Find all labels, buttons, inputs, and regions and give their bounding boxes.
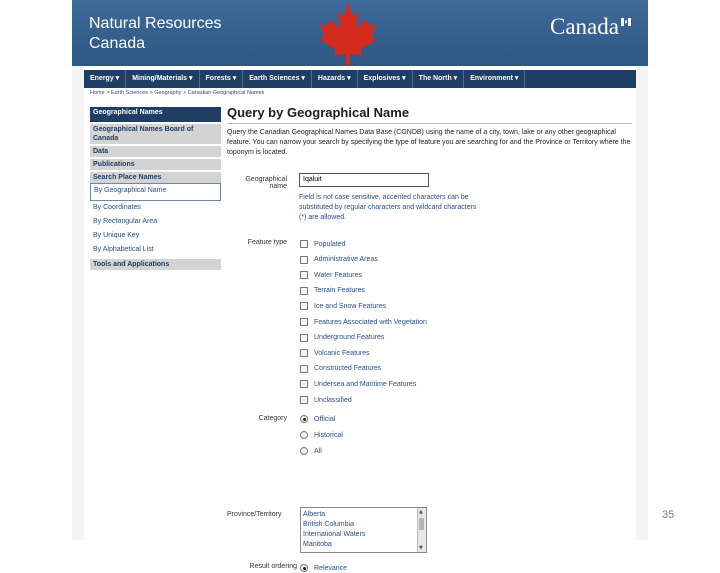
sidebar-item-board[interactable]: Geographical Names Board of Canada (90, 124, 221, 144)
category-label: Category (258, 415, 287, 422)
checkbox-icon (300, 240, 308, 248)
scroll-thumb[interactable] (419, 518, 424, 530)
nav-hazards[interactable]: Hazards ▾ (312, 70, 358, 88)
geographical-name-input[interactable]: Iqaluit (299, 173, 429, 187)
radio-icon (300, 431, 308, 439)
feature-type-label: Populated (314, 240, 346, 248)
feature-type-label: Undersea and Maritime Features (314, 380, 417, 388)
province-option[interactable]: International Waters (303, 531, 366, 538)
checkbox-icon (300, 380, 308, 388)
checkbox-icon (300, 256, 308, 264)
feature-type-label: Underground Features (314, 334, 385, 342)
checkbox-icon (300, 318, 308, 326)
feature-type-label: Volcanic Features (314, 349, 370, 357)
name-label-line1: Geographical (245, 176, 287, 183)
sidebar-subitem-by-coordinates[interactable]: By Coordinates (93, 204, 141, 211)
nav-mining-materials[interactable]: Mining/Materials ▾ (126, 70, 199, 88)
nav-explosives[interactable]: Explosives ▾ (358, 70, 413, 88)
sidebar-subitem-by-alphabetical-list[interactable]: By Alphabetical List (93, 246, 154, 253)
sidebar (90, 107, 221, 270)
feature-type-label: Constructed Features (314, 365, 382, 373)
page-content (84, 66, 636, 572)
category-option-label: Historical (314, 431, 343, 439)
category-historical-radio[interactable] (300, 430, 343, 440)
main-form (227, 105, 632, 572)
name-label (227, 176, 287, 190)
nav-the-north[interactable]: The North ▾ (413, 70, 465, 88)
sidebar-item-publications[interactable]: Publications (90, 159, 221, 170)
feature-type-checkbox[interactable] (300, 395, 500, 405)
checkbox-icon (300, 365, 308, 373)
ordering-label: Result ordering (249, 563, 297, 570)
scroll-up-icon[interactable]: ▲ (419, 509, 423, 515)
ordering-relevance-radio[interactable] (300, 563, 347, 573)
ordering-option-label: Relevance (314, 564, 348, 572)
nav-energy[interactable]: Energy ▾ (84, 70, 126, 88)
sidebar-item-tools[interactable]: Tools and Applications (90, 259, 221, 270)
province-scrollbar[interactable] (417, 508, 426, 552)
feature-type-label: Ice and Snow Features (314, 302, 386, 310)
province-option[interactable]: British Columbia (303, 521, 354, 528)
main-nav (84, 70, 636, 88)
checkbox-icon (300, 271, 308, 279)
maple-leaf-icon (318, 0, 378, 66)
browser-screenshot (72, 0, 648, 572)
province-label: Province/Territory (227, 511, 282, 518)
radio-selected-icon (300, 415, 308, 423)
slide-number: 35 (662, 509, 675, 521)
feature-type-label: Unclassified (314, 396, 352, 404)
page-title: Query by Geographical Name (227, 105, 632, 124)
checkbox-icon (300, 396, 308, 404)
canada-wordmark[interactable]: Canada (550, 14, 619, 39)
feature-type-checkbox[interactable] (300, 333, 500, 343)
feature-type-checkbox[interactable] (300, 379, 500, 389)
category-option-label: Official (314, 415, 336, 423)
nav-earth-sciences[interactable]: Earth Sciences ▾ (243, 70, 312, 88)
checkbox-icon (300, 349, 308, 357)
feature-type-checkbox[interactable] (300, 255, 500, 265)
category-all-radio[interactable] (300, 446, 322, 456)
name-field-note: Field is not case sensitive, accented characters can be substituted by regular characters and wildcard characters (*) are allowed. (299, 194, 477, 221)
province-options (303, 510, 365, 550)
province-option[interactable]: Alberta (303, 511, 326, 518)
feature-type-checkbox[interactable] (300, 348, 500, 358)
org-name[interactable] (89, 14, 222, 54)
name-label-line2: name (269, 183, 287, 190)
feature-type-label: Feature type (247, 239, 287, 246)
nav-environment[interactable]: Environment ▾ (464, 70, 525, 88)
header-banner (72, 0, 648, 66)
category-official-radio[interactable] (300, 414, 335, 424)
radio-selected-icon (300, 564, 308, 572)
sidebar-subitem-by-unique-key[interactable]: By Unique Key (93, 232, 140, 239)
feature-type-checkbox[interactable] (300, 286, 500, 296)
feature-type-checkbox[interactable] (300, 239, 500, 249)
category-option-label: All (314, 447, 322, 455)
feature-type-label: Administrative Areas (314, 256, 378, 264)
breadcrumb[interactable]: Home > Earth Sciences > Geography > Canadian Geographical Names (90, 90, 265, 96)
sidebar-subitem-by-name[interactable]: By Geographical Name (90, 183, 221, 201)
checkbox-icon (300, 287, 308, 295)
sidebar-header[interactable]: Geographical Names (90, 107, 221, 122)
feature-type-checkbox[interactable] (300, 317, 500, 327)
sidebar-subitem-by-rectangular-area[interactable]: By Rectangular Area (93, 218, 158, 225)
nav-forests[interactable]: Forests ▾ (200, 70, 244, 88)
radio-icon (300, 447, 308, 455)
feature-type-label: Water Features (314, 271, 362, 279)
sidebar-item-data[interactable]: Data (90, 146, 221, 157)
feature-type-label: Features Associated with Vegetation (314, 318, 427, 326)
intro-text: Query the Canadian Geographical Names Data Base (CGNDB) using the name of a city, town, lake or any other geographical feature. You can narrow your search by specifying the type of feature you are searching for and the Province or Territory where the toponym is located. (227, 129, 631, 156)
checkbox-icon (300, 302, 308, 310)
org-name-line2: Canada (89, 35, 146, 52)
sidebar-item-search-place-names[interactable]: Search Place Names (90, 172, 221, 183)
scroll-down-icon[interactable]: ▼ (419, 545, 423, 551)
feature-type-checkbox[interactable] (300, 301, 500, 311)
province-listbox[interactable] (300, 507, 427, 553)
feature-type-label: Terrain Features (314, 287, 365, 295)
feature-type-checkbox[interactable] (300, 364, 500, 374)
province-option[interactable]: Manitoba (303, 541, 332, 548)
feature-type-checkbox[interactable] (300, 270, 500, 280)
checkbox-icon (300, 334, 308, 342)
org-name-line1: Natural Resources (89, 15, 222, 32)
flag-icon (621, 18, 631, 26)
